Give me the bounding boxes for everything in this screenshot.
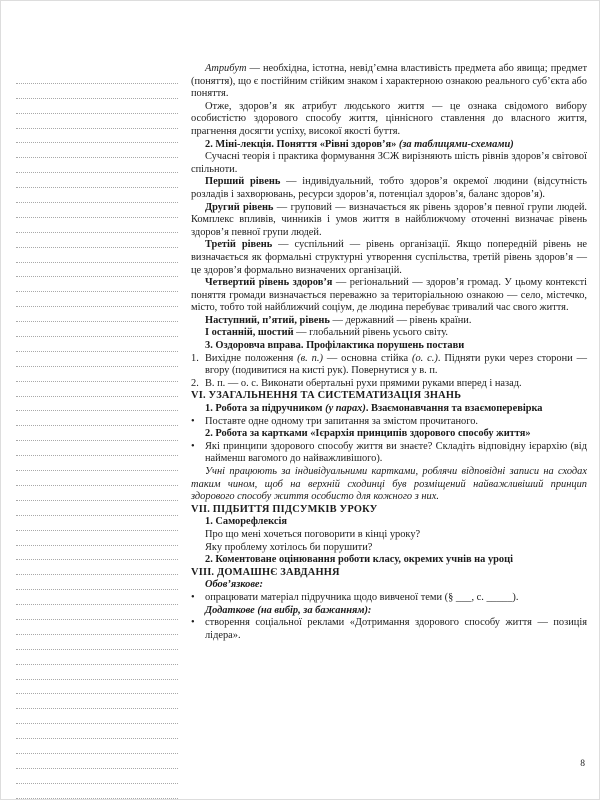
section-vi bbox=[191, 390, 587, 403]
note-line bbox=[16, 158, 178, 173]
bullet-homework-additional-text: створення соціальної реклами «Дотримання здорового способу життя — позиція лідера». bbox=[205, 617, 587, 641]
exercise-step-1 bbox=[191, 353, 587, 378]
note-line bbox=[16, 69, 178, 84]
paragraph-level-1 bbox=[191, 176, 587, 201]
notes-column bbox=[16, 69, 178, 800]
note-line bbox=[16, 337, 178, 352]
note-line bbox=[16, 605, 178, 620]
paragraph-level-2-text: Другий рівень — груповий — визначається як рівень здоров’я певної групи людей. Комплекс впливів, чинників і умов життя в найближчому оточенні визначає рівень здоров’я певної групи людей. bbox=[191, 201, 587, 238]
note-line bbox=[16, 620, 178, 635]
question-2-text: Яку проблему хотілось би порушити? bbox=[205, 541, 373, 553]
note-line bbox=[16, 694, 178, 709]
paragraph-level-4-text: Четвертий рівень здоров’я — регіональний — здоров’я громад. У цьому контексті поняття громади визначається переважно за територіальною ознакою — село, містечко, місто, тобто той найближчий соціум, де людина перебуває тривалий час свого життя. bbox=[191, 277, 588, 314]
note-line bbox=[16, 501, 178, 516]
note-line bbox=[16, 486, 178, 501]
note-line bbox=[16, 84, 178, 99]
note-line bbox=[16, 739, 178, 754]
heading-textbook-work-text: 1. Робота за підручником (у парах). Взаємонавчання та взаємоперевірка bbox=[205, 403, 543, 415]
note-line bbox=[16, 665, 178, 680]
note-line bbox=[16, 784, 178, 799]
label-additional-text: Додаткове (на вибір, за бажанням): bbox=[205, 604, 372, 616]
list-marker: 2. bbox=[191, 377, 199, 389]
note-line bbox=[16, 114, 178, 129]
section-vi-text: VI. УЗАГАЛЬНЕННЯ ТА СИСТЕМАТИЗАЦІЯ ЗНАНЬ bbox=[191, 390, 462, 402]
note-line bbox=[16, 680, 178, 695]
note-line bbox=[16, 516, 178, 531]
paragraph-attribute-text: Атрибут — необхідна, істотна, невід’ємна властивість предмета або явища; предмет (поняття), що є постійним стійким знаком і характерною ознакою реального суб’єкта або поняття. bbox=[191, 63, 587, 100]
note-line bbox=[16, 367, 178, 382]
note-line bbox=[16, 397, 178, 412]
note-line bbox=[16, 575, 178, 590]
paragraph-level-1-text: Перший рівень — індивідуальний, тобто здоров’я окремої людини (відсутність розладів і захворювань, ресурси здоров’я, потенціал здоров’я, баланс здоров’я). bbox=[191, 176, 587, 200]
note-line bbox=[16, 441, 178, 456]
list-marker: • bbox=[191, 591, 195, 603]
paragraph-level-3-text: Третій рівень — суспільний — рівень організації. Якщо попередній рівень не визначається як формальні структурні утворення суспільства, третій рівень здоров’я — це здоров’я формально визначених організацій. bbox=[191, 239, 588, 276]
paragraph-health-attribute bbox=[191, 101, 587, 139]
page-number: 8 bbox=[580, 759, 585, 769]
paragraph-zsz-intro-text: Сучасні теорія і практика формування ЗСЖ вирізняють шість рівнів здоров’я світової спільноти. bbox=[191, 151, 587, 175]
note-line bbox=[16, 471, 178, 486]
note-line bbox=[16, 248, 178, 263]
paragraph-level-3 bbox=[191, 239, 587, 277]
note-line bbox=[16, 322, 178, 337]
paragraph-level-6 bbox=[191, 327, 587, 340]
list-marker: • bbox=[191, 440, 195, 452]
exercise-step-1-text: Вихідне положення (в. п.) — основна стійка (о. с.). Підняти руки через сторони — вгору (подивитися на кисті рук). Повернутися у в. п. bbox=[205, 352, 587, 377]
note-line bbox=[16, 426, 178, 441]
heading-cards-work bbox=[191, 428, 587, 441]
bullet-principles bbox=[191, 441, 587, 466]
note-line bbox=[16, 188, 178, 203]
note-line bbox=[16, 143, 178, 158]
exercise-step-2 bbox=[191, 378, 587, 391]
bullet-homework-mandatory-text: опрацювати матеріал підручника щодо вивченої теми (§ ___, с. _____). bbox=[205, 591, 519, 603]
question-1-text: Про що мені хочеться поговорити в кінці уроку? bbox=[205, 528, 421, 540]
note-line bbox=[16, 635, 178, 650]
paragraph-level-5-text: Наступний, п’ятий, рівень — державний — рівень країни. bbox=[205, 314, 472, 326]
paragraph-level-5 bbox=[191, 315, 587, 328]
bullet-three-questions-text: Поставте одне одному три запитання за змістом прочитаного. bbox=[205, 415, 479, 427]
bullet-homework-additional bbox=[191, 617, 587, 642]
note-line bbox=[16, 129, 178, 144]
heading-mini-lecture-text: 2. Міні-лекція. Поняття «Рівні здоров’я» (за таблицями-схемами) bbox=[205, 138, 514, 150]
note-line bbox=[16, 352, 178, 367]
bullet-principles-text: Які принципи здорового способу життя ви знаєте? Складіть відповідну ієрархію (від найменш вагомого до найважливішого). bbox=[205, 440, 587, 465]
label-mandatory-text: Обов’язкове: bbox=[205, 579, 263, 591]
heading-commented-evaluation bbox=[191, 554, 587, 567]
heading-self-reflection-text: 1. Саморефлексія bbox=[205, 516, 287, 528]
section-viii-text: VIII. ДОМАШНЄ ЗАВДАННЯ bbox=[191, 566, 340, 578]
text-column bbox=[191, 63, 587, 642]
note-line bbox=[16, 456, 178, 471]
list-marker: • bbox=[191, 415, 195, 427]
heading-commented-evaluation-text: 2. Коментоване оцінювання роботи класу, окремих учнів на уроці bbox=[205, 554, 513, 566]
note-line bbox=[16, 382, 178, 397]
question-1 bbox=[191, 529, 587, 542]
section-viii bbox=[191, 567, 587, 580]
list-marker: 1. bbox=[191, 352, 199, 364]
exercise-step-2-text: В. п. — о. с. Виконати обертальні рухи прямими руками вперед і назад. bbox=[205, 377, 522, 389]
note-line bbox=[16, 650, 178, 665]
label-additional bbox=[191, 605, 587, 618]
paragraph-level-4 bbox=[191, 277, 587, 315]
note-line bbox=[16, 709, 178, 724]
note-line bbox=[16, 173, 178, 188]
paragraph-pupils-note-text: Учні працюють за індивідуальними картками, роблячи відповідні записи на сходах таким чином, щоб на верхній сходинці був розміщений найважливіший принцип здорового способу життя особисто для кожного з них. bbox=[191, 466, 587, 503]
list-marker: • bbox=[191, 617, 195, 629]
paragraph-zsz-intro bbox=[191, 151, 587, 176]
note-line bbox=[16, 292, 178, 307]
note-line bbox=[16, 531, 178, 546]
note-line bbox=[16, 411, 178, 426]
note-line bbox=[16, 233, 178, 248]
heading-exercise-text: 3. Оздоровча вправа. Профілактика порушень постави bbox=[205, 340, 465, 352]
heading-cards-work-text: 2. Робота за картками «Ієрархія принципів здорового способу життя» bbox=[205, 428, 531, 440]
note-line bbox=[16, 263, 178, 278]
note-line bbox=[16, 546, 178, 561]
paragraph-level-6-text: І останній, шостий — глобальний рівень усього світу. bbox=[205, 327, 449, 339]
note-line bbox=[16, 560, 178, 575]
note-line bbox=[16, 203, 178, 218]
note-line bbox=[16, 277, 178, 292]
heading-mini-lecture bbox=[191, 139, 587, 152]
note-line bbox=[16, 590, 178, 605]
paragraph-health-attribute-text: Отже, здоров’я як атрибут людського життя — це ознака свідомого вибору особистістю здорового способу життя, ціннісного ставлення до власного життя, прагнення досягти успіху, високої якості буття. bbox=[191, 100, 587, 137]
note-line bbox=[16, 754, 178, 769]
label-mandatory bbox=[191, 579, 587, 592]
bullet-three-questions bbox=[191, 416, 587, 429]
note-line bbox=[16, 99, 178, 114]
note-line bbox=[16, 769, 178, 784]
paragraph-pupils-note bbox=[191, 466, 587, 504]
note-line bbox=[16, 724, 178, 739]
heading-self-reflection bbox=[191, 516, 587, 529]
question-2 bbox=[191, 542, 587, 555]
note-line bbox=[16, 307, 178, 322]
heading-textbook-work bbox=[191, 403, 587, 416]
bullet-homework-mandatory bbox=[191, 592, 587, 605]
heading-exercise bbox=[191, 340, 587, 353]
section-vii bbox=[191, 504, 587, 517]
note-line bbox=[16, 218, 178, 233]
paragraph-attribute bbox=[191, 63, 587, 101]
paragraph-level-2 bbox=[191, 202, 587, 240]
section-vii-text: VII. ПІДБИТТЯ ПІДСУМКІВ УРОКУ bbox=[191, 503, 378, 515]
